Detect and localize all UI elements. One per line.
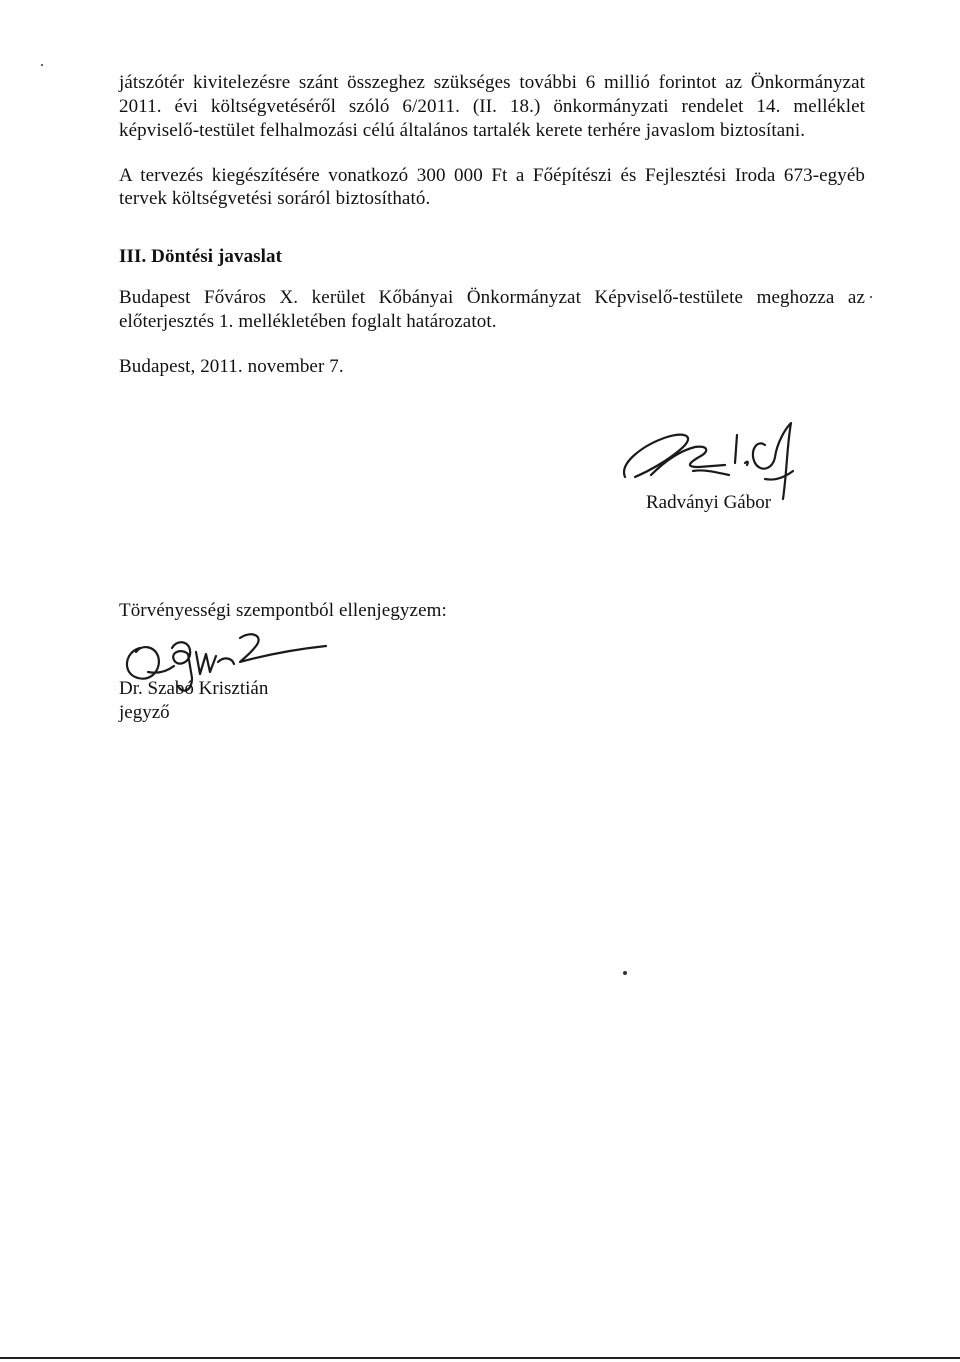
legality-label: Törvényességi szempontból ellenjegyzem:: [119, 600, 447, 621]
mayor-name: Radványi Gábor: [646, 492, 772, 513]
paragraph-1-line-3: képviselő-testület felhalmozási célú általános tartalék kerete terhére javaslom biztosítani.: [119, 120, 806, 141]
date-line: Budapest, 2011. november 7.: [119, 356, 344, 377]
decision-line-1: Budapest Főváros X. kerület Kőbányai Önkormányzat Képviselő-testülete meghozza az: [119, 287, 865, 308]
scan-speck: [41, 64, 43, 66]
paragraph-1-line-2: 2011. évi költségvetéséről szóló 6/2011. (II. 18.) önkormányzati rendelet 14. melléklet: [119, 96, 865, 117]
decision-line-2: előterjesztés 1. mellékletében foglalt határozatot.: [119, 311, 497, 332]
scan-speck: [623, 971, 627, 975]
scan-speck: [870, 296, 872, 298]
paragraph-1-line-1: játszótér kivitelezésre szánt összeghez szükséges további 6 millió forintot az Önkormányzat: [119, 72, 865, 93]
page-bottom-edge: [0, 1357, 960, 1359]
paragraph-2-line-2: tervek költségvetési soráról biztosítható.: [119, 188, 431, 209]
notary-name: Dr. Szabó Krisztián: [119, 678, 269, 699]
notary-title: jegyző: [119, 702, 170, 723]
paragraph-2-line-1: A tervezés kiegészítésére vonatkozó 300 000 Ft a Főépítészi és Fejlesztési Iroda 673-egyéb: [119, 165, 865, 186]
section-heading: III. Döntési javaslat: [119, 246, 283, 267]
